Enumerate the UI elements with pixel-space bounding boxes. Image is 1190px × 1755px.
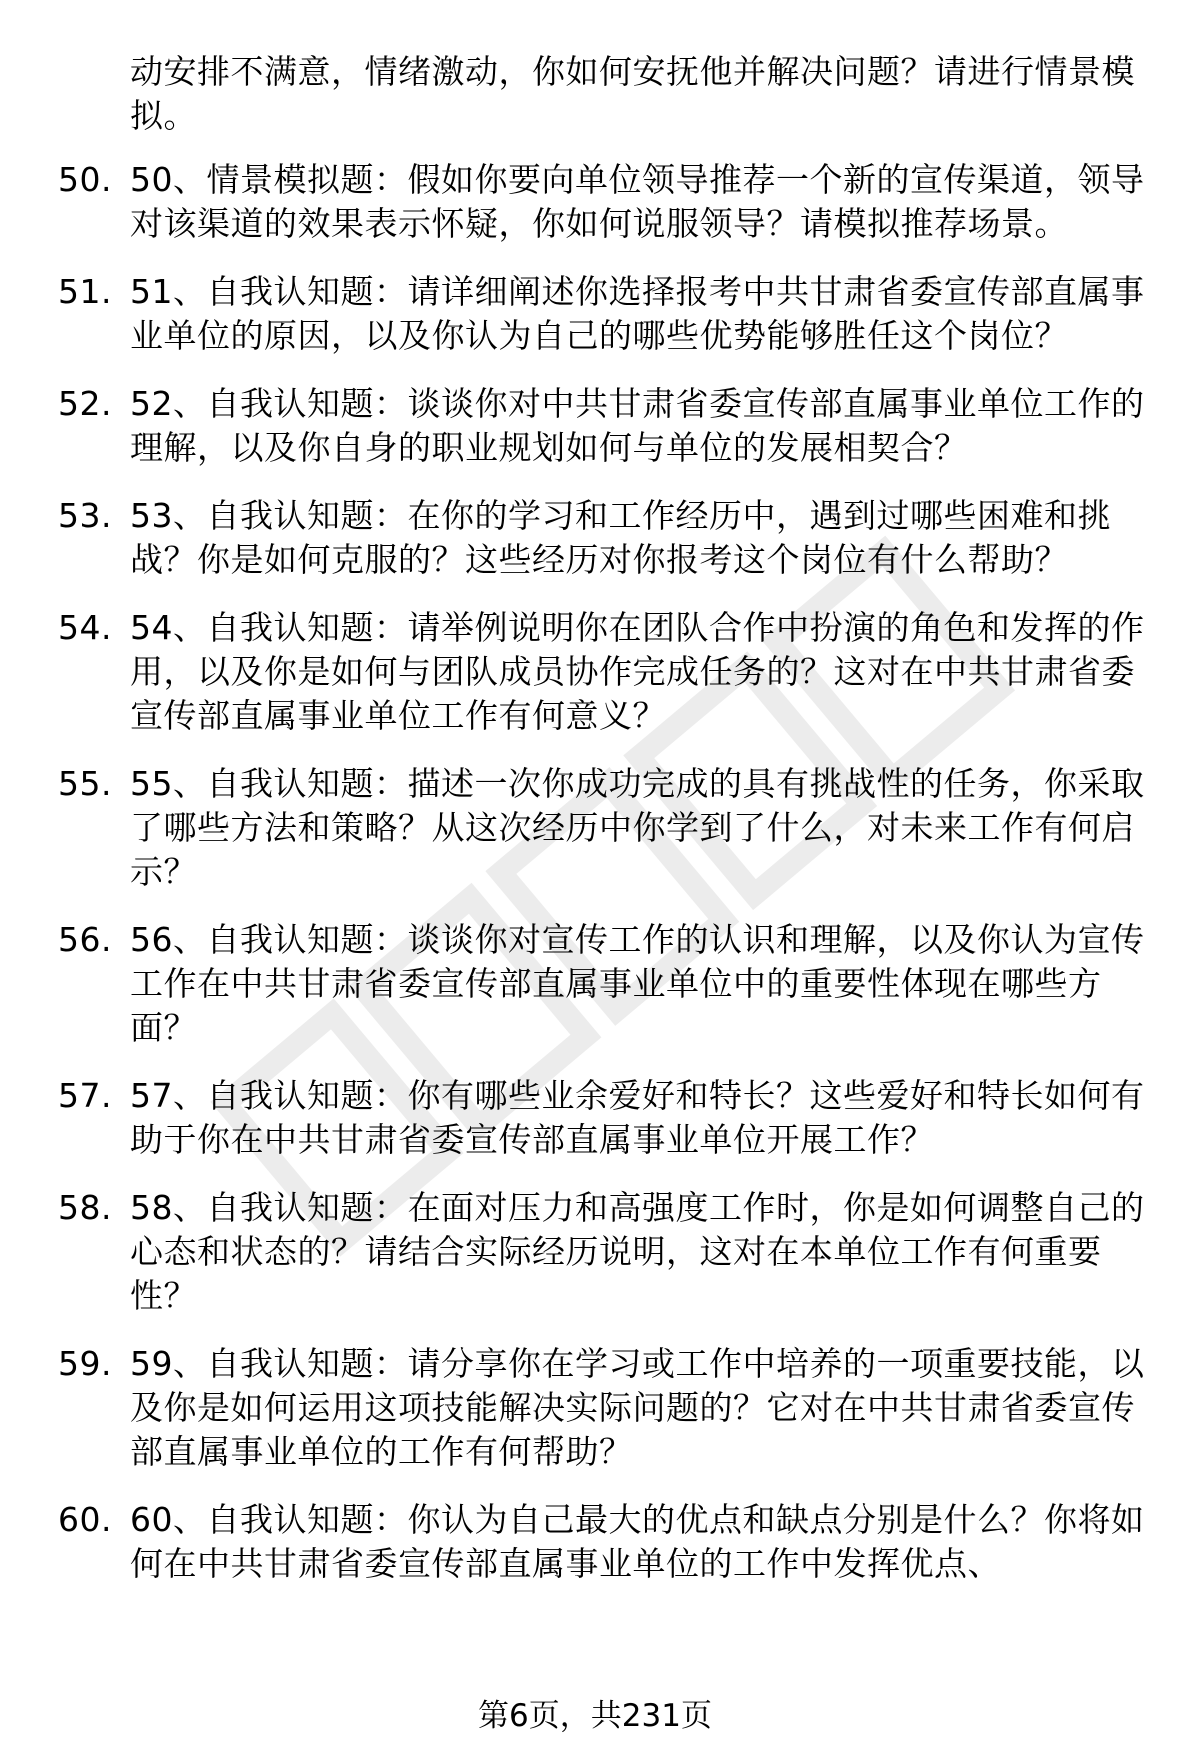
question-item	[0, 1498, 1190, 1586]
question-text: 51、自我认知题：请详细阐述你选择报考中共甘肃省委宣传部直属事业单位的原因，以及你认为自己的哪些优势能够胜任这个岗位？	[130, 272, 1145, 355]
question-item	[0, 494, 1190, 582]
question-text: 58、自我认知题：在面对压力和高强度工作时，你是如何调整自己的心态和状态的？请结合实际经历说明，这对在本单位工作有何重要性？	[130, 1188, 1145, 1315]
question-number: 56.	[58, 920, 112, 959]
question-number: 52.	[58, 384, 112, 423]
question-text: 57、自我认知题：你有哪些业余爱好和特长？这些爱好和特长如何有助于你在中共甘肃省委宣传部直属事业单位开展工作？	[130, 1076, 1145, 1159]
question-item	[0, 762, 1190, 894]
question-item	[0, 270, 1190, 358]
continuation-paragraph: 动安排不满意，情绪激动，你如何安抚他并解决问题？请进行情景模拟。	[130, 52, 1135, 135]
question-item	[0, 1074, 1190, 1162]
page-number-label: 第6页，共231页	[478, 1698, 712, 1734]
question-number: 53.	[58, 496, 112, 535]
question-number: 59.	[58, 1344, 112, 1383]
question-number: 60.	[58, 1500, 112, 1539]
question-number: 58.	[58, 1188, 112, 1227]
question-text: 55、自我认知题：描述一次你成功完成的具有挑战性的任务，你采取了哪些方法和策略？从这次经历中你学到了什么，对未来工作有何启示？	[130, 764, 1145, 891]
question-text: 52、自我认知题：谈谈你对中共甘肃省委宣传部直属事业单位工作的理解，以及你自身的职业规划如何与单位的发展相契合？	[130, 384, 1145, 467]
question-number: 50.	[58, 160, 112, 199]
question-text: 53、自我认知题：在你的学习和工作经历中，遇到过哪些困难和挑战？你是如何克服的？这些经历对你报考这个岗位有什么帮助？	[130, 496, 1111, 579]
question-number: 54.	[58, 608, 112, 647]
question-text: 60、自我认知题：你认为自己最大的优点和缺点分别是什么？你将如何在中共甘肃省委宣传部直属事业单位的工作中发挥优点、	[130, 1500, 1145, 1583]
question-item	[0, 918, 1190, 1050]
question-item	[0, 606, 1190, 738]
question-list	[0, 158, 1190, 1610]
question-text: 54、自我认知题：请举例说明你在团队合作中扮演的角色和发挥的作用，以及你是如何与团队成员协作完成任务的？这对在中共甘肃省委宣传部直属事业单位工作有何意义？	[130, 608, 1145, 735]
question-item	[0, 1186, 1190, 1318]
question-item	[0, 382, 1190, 470]
question-item	[0, 158, 1190, 246]
question-number: 57.	[58, 1076, 112, 1115]
question-number: 55.	[58, 764, 112, 803]
question-text: 59、自我认知题：请分享你在学习或工作中培养的一项重要技能，以及你是如何运用这项技能解决实际问题的？它对在中共甘肃省委宣传部直属事业单位的工作有何帮助？	[130, 1344, 1145, 1471]
question-text: 50、情景模拟题：假如你要向单位领导推荐一个新的宣传渠道，领导对该渠道的效果表示怀疑，你如何说服领导？请模拟推荐场景。	[130, 160, 1145, 243]
page-footer	[0, 1696, 1190, 1736]
question-number: 51.	[58, 272, 112, 311]
question-item	[0, 1342, 1190, 1474]
question-text: 56、自我认知题：谈谈你对宣传工作的认识和理解，以及你认为宣传工作在中共甘肃省委宣传部直属事业单位中的重要性体现在哪些方面？	[130, 920, 1145, 1047]
